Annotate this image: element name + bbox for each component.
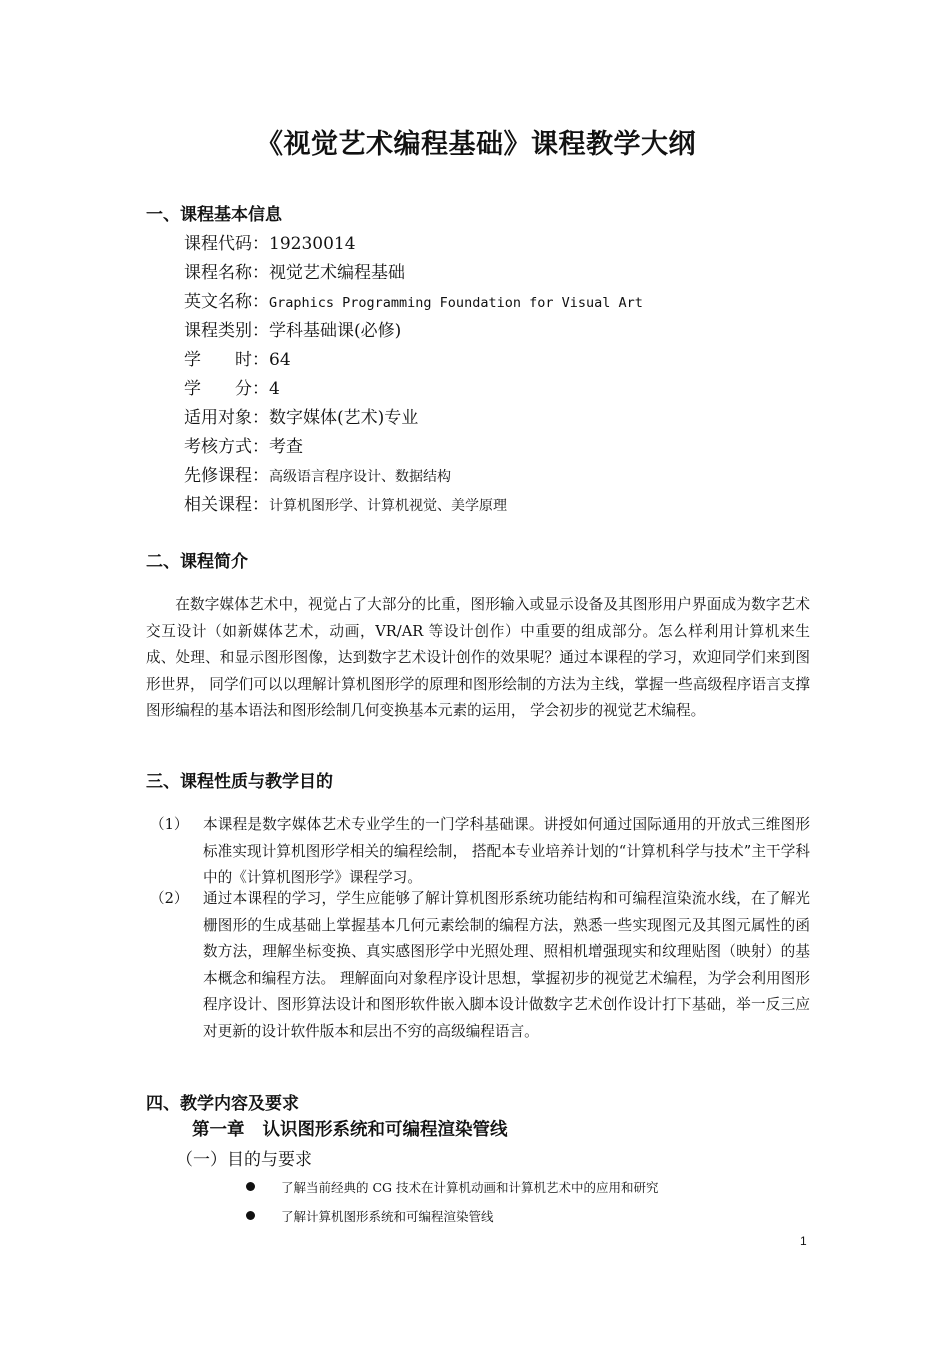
- chapter-name: 认识图形系统和可编程渲染管线: [262, 1120, 508, 1140]
- chapter-number: 第一章: [192, 1120, 245, 1140]
- info-label: 相关课程：: [184, 495, 269, 515]
- info-value: 数字媒体(艺术)专业: [269, 408, 419, 428]
- info-row-course-code: [184, 229, 356, 254]
- info-row-audience: [184, 403, 418, 428]
- page-number: 1: [800, 1234, 807, 1248]
- document-title: 《视觉艺术编程基础》课程教学大纲: [256, 129, 696, 160]
- info-label: 课程名称：: [184, 263, 269, 283]
- introduction-paragraph: 在数字媒体艺术中，视觉占了大部分的比重，图形输入或显示设备及其图形用户界面成为数字艺术交互设计（如新媒体艺术，动画，VR/AR 等设计创作）中重要的组成部分。怎么样利用计算机来生成、处理、和显示图形图像，达到数字艺术设计创作的效果呢？通过本课程的学习，欢迎同学们来到图形世界， 同学们可以以理解计算机图形学的原理和图形绘制的方法为主线，掌握一些高级程序语言支撑图形编程的基本语法和图形绘制几何变换基本元素的运用， 学会初步的视觉艺术编程。: [146, 596, 810, 719]
- section-heading-nature-objectives: 三、课程性质与教学目的: [146, 772, 333, 792]
- info-label: 英文名称：: [184, 292, 269, 312]
- info-value: 视觉艺术编程基础: [269, 263, 405, 283]
- info-value: 学科基础课(必修): [269, 321, 402, 341]
- info-label: 先修课程：: [184, 466, 269, 486]
- objective-item: [146, 812, 810, 892]
- objective-number: （1）: [150, 816, 189, 833]
- list-item: [246, 1207, 494, 1225]
- section-heading-basic-info: 一、课程基本信息: [146, 205, 282, 225]
- chapter-title: [192, 1116, 508, 1141]
- bullet-icon: [246, 1182, 255, 1191]
- info-value: 计算机图形学、计算机视觉、美学原理: [269, 498, 507, 514]
- objective-text: 通过本课程的学习，学生应能够了解计算机图形系统功能结构和可编程渲染流水线，在了解光栅图形的生成基础上掌握基本几何元素绘制的编程方法，熟悉一些实现图元及其图元属性的函数方法，理解坐标变换、真实感图形学中光照处理、照相机增强现实和纹理贴图（映射）的基本概念和编程方法。 理解面向对象程序设计思想，掌握初步的视觉艺术编程，为学会利用图形程序设计、图形算法设计和图形软件嵌入脚本设计做数字艺术创作设计打下基础，举一反三应对更新的设计软件版本和层出不穷的高级编程语言。: [203, 890, 810, 1040]
- list-item-text: 了解计算机图形系统和可编程渲染管线: [281, 1209, 494, 1224]
- info-value: 19230014: [269, 234, 356, 254]
- info-label: 课程类别：: [184, 321, 269, 341]
- objective-text: 本课程是数字媒体艺术专业学生的一门学科基础课。讲授如何通过国际通用的开放式三维图形标准实现计算机图形学相关的编程绘制， 搭配本专业培养计划的“计算机科学与技术”主干学科中的《计算机图形学》课程学习。: [203, 816, 810, 886]
- info-label: 学 分：: [184, 379, 269, 399]
- info-row-hours: [184, 345, 291, 370]
- info-value: 4: [269, 379, 280, 399]
- list-item: [246, 1178, 659, 1196]
- info-row-course-name: [184, 258, 405, 283]
- info-label: 学 时：: [184, 350, 269, 370]
- info-value: 高级语言程序设计、数据结构: [269, 469, 451, 485]
- info-row-course-category: [184, 316, 401, 341]
- section-heading-introduction: 二、课程简介: [146, 552, 248, 572]
- info-label: 考核方式：: [184, 437, 269, 457]
- info-label: 适用对象：: [184, 408, 269, 428]
- bullet-icon: [246, 1211, 255, 1220]
- info-label: 课程代码：: [184, 234, 269, 254]
- objective-number: （2）: [150, 890, 189, 907]
- info-row-related-courses: [184, 490, 507, 515]
- info-row-english-name: [184, 287, 643, 312]
- info-value: 64: [269, 350, 291, 370]
- info-value: Graphics Programming Foundation for Visual Art: [269, 295, 643, 311]
- info-row-assessment: [184, 432, 303, 457]
- list-item-text: 了解当前经典的 CG 技术在计算机动画和计算机艺术中的应用和研究: [281, 1180, 659, 1195]
- section-heading-content-requirements: 四、教学内容及要求: [146, 1094, 299, 1114]
- info-value: 考查: [269, 437, 303, 457]
- objective-item: [146, 886, 810, 1045]
- subsection-heading: （一）目的与要求: [176, 1150, 312, 1170]
- info-row-credits: [184, 374, 280, 399]
- info-row-prerequisites: [184, 461, 451, 486]
